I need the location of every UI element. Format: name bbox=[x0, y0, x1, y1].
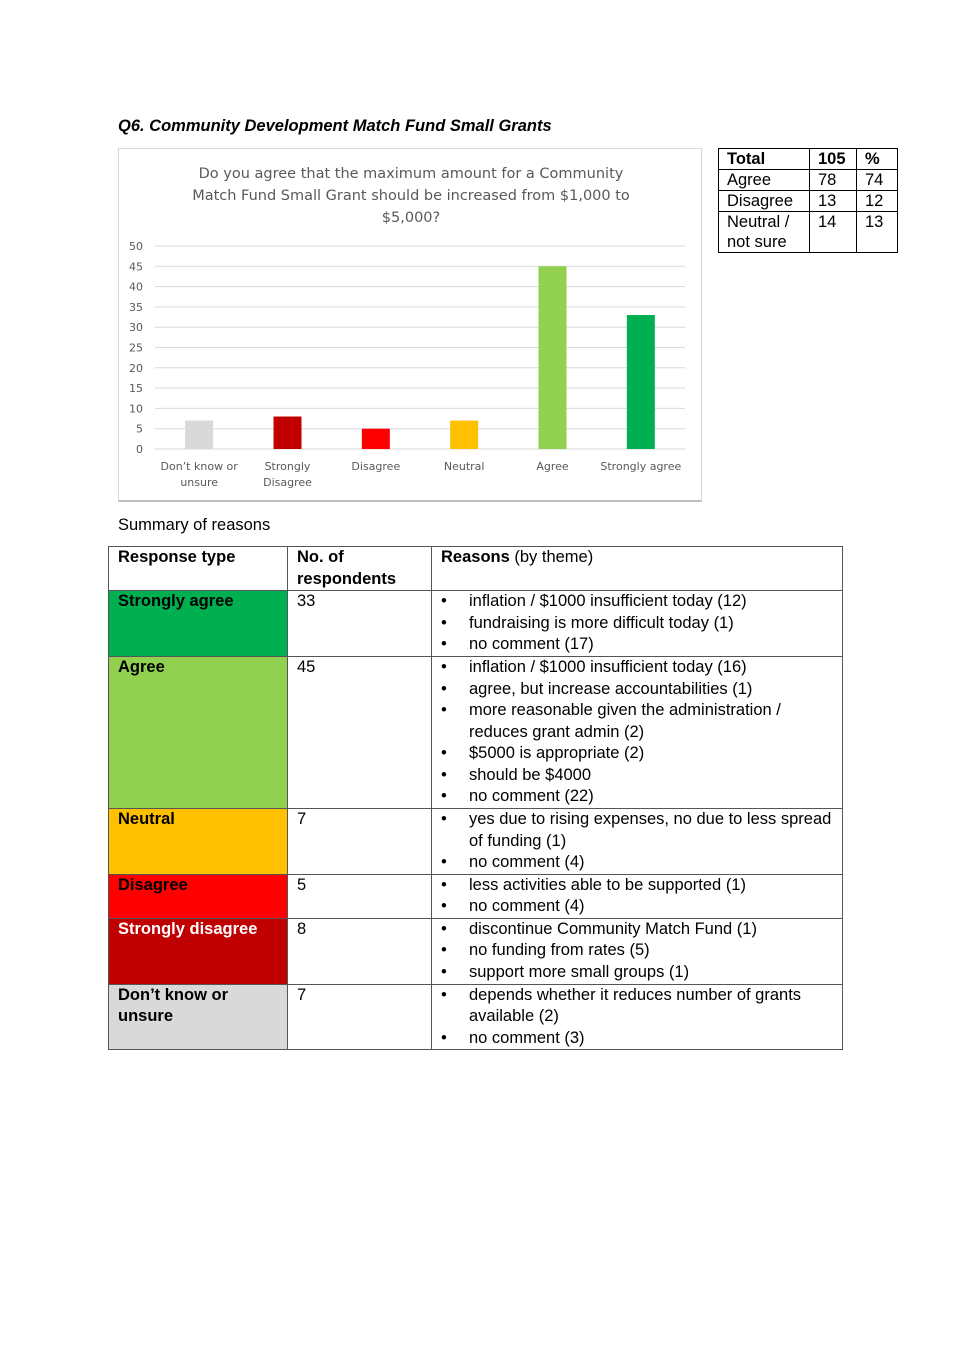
reason-item: • depends whether it reduces number of grants available (2) bbox=[441, 985, 833, 1028]
totals-header-count: 105 bbox=[810, 149, 857, 170]
bar bbox=[539, 266, 567, 449]
totals-row-percent: 13 bbox=[857, 212, 898, 253]
respondents-cell: 45 bbox=[288, 657, 432, 809]
chart-title-line: $5,000? bbox=[381, 210, 441, 226]
y-tick-label: 45 bbox=[129, 260, 143, 274]
reason-item: • no comment (22) bbox=[441, 786, 833, 808]
reasons-cell bbox=[432, 657, 843, 809]
reasons-body bbox=[109, 591, 843, 1050]
totals-row-label: Agree bbox=[719, 170, 810, 191]
table-row bbox=[109, 591, 843, 657]
reason-item: • fundraising is more difficult today (1) bbox=[441, 613, 833, 635]
x-tick-label: Disagree bbox=[351, 460, 401, 473]
reason-item: • discontinue Community Match Fund (1) bbox=[441, 919, 833, 941]
y-tick-label: 50 bbox=[129, 240, 143, 253]
respondents-cell: 33 bbox=[288, 591, 432, 657]
reason-item: • should be $4000 bbox=[441, 765, 833, 787]
reason-item: • no comment (4) bbox=[441, 896, 833, 918]
reasons-list bbox=[441, 809, 833, 874]
respondents-cell: 8 bbox=[288, 918, 432, 984]
totals-row-count: 13 bbox=[810, 191, 857, 212]
totals-row-count: 78 bbox=[810, 170, 857, 191]
x-tick-label: Strongly bbox=[264, 460, 311, 473]
reasons-list bbox=[441, 875, 833, 918]
reason-item: • no comment (3) bbox=[441, 1028, 833, 1050]
reason-item: • $5000 is appropriate (2) bbox=[441, 743, 833, 765]
totals-row bbox=[719, 212, 898, 253]
header-response-type: Response type bbox=[109, 547, 288, 591]
bar bbox=[274, 417, 302, 449]
totals-row-label: Disagree bbox=[719, 191, 810, 212]
bar-chart bbox=[118, 148, 702, 502]
table-row bbox=[109, 809, 843, 875]
totals-row-count: 14 bbox=[810, 212, 857, 253]
reasons-table bbox=[108, 546, 843, 1050]
totals-table bbox=[718, 148, 898, 253]
totals-header-label: Total bbox=[719, 149, 810, 170]
reason-item: • less activities able to be supported (1) bbox=[441, 875, 833, 897]
y-tick-label: 10 bbox=[129, 402, 143, 416]
y-tick-label: 15 bbox=[129, 382, 143, 396]
reason-item: • more reasonable given the administration / reduces grant admin (2) bbox=[441, 700, 833, 743]
chart-plot-area bbox=[119, 149, 703, 501]
x-tick-label: unsure bbox=[180, 476, 219, 489]
header-reasons bbox=[432, 547, 843, 591]
totals-row-label: Neutral / not sure bbox=[719, 212, 810, 253]
reasons-cell bbox=[432, 874, 843, 918]
x-tick-label: Agree bbox=[536, 460, 569, 473]
response-type-cell: Strongly disagree bbox=[109, 918, 288, 984]
reasons-cell bbox=[432, 918, 843, 984]
y-tick-label: 40 bbox=[129, 280, 143, 294]
page-heading: Q6. Community Development Match Fund Small Grants bbox=[118, 117, 552, 135]
y-tick-label: 35 bbox=[129, 300, 143, 314]
header-reasons-label: Reasons bbox=[441, 548, 510, 566]
reasons-list bbox=[441, 985, 833, 1050]
totals-header-row bbox=[719, 149, 898, 170]
y-tick-label: 30 bbox=[129, 321, 143, 335]
y-tick-label: 5 bbox=[136, 422, 143, 436]
bar bbox=[362, 429, 390, 449]
respondents-cell: 7 bbox=[288, 809, 432, 875]
totals-row-percent: 74 bbox=[857, 170, 898, 191]
reason-item: • inflation / $1000 insufficient today (12) bbox=[441, 591, 833, 613]
response-type-cell: Agree bbox=[109, 657, 288, 809]
response-type-cell: Disagree bbox=[109, 874, 288, 918]
x-tick-label: Strongly agree bbox=[600, 460, 682, 473]
reason-item: • yes due to rising expenses, no due to less spread of funding (1) bbox=[441, 809, 833, 852]
x-tick-label: Don’t know or bbox=[160, 460, 238, 473]
table-row bbox=[109, 984, 843, 1050]
x-tick-label: Disagree bbox=[263, 476, 312, 489]
reason-item: • no comment (4) bbox=[441, 852, 833, 874]
summary-label: Summary of reasons bbox=[118, 516, 271, 534]
chart-title-line: Match Fund Small Grant should be increased from $1,000 to bbox=[192, 188, 630, 204]
response-type-cell: Don’t know or unsure bbox=[109, 984, 288, 1050]
reason-item: • agree, but increase accountabilities (1) bbox=[441, 679, 833, 701]
table-row bbox=[109, 657, 843, 809]
reason-item: • inflation / $1000 insufficient today (16) bbox=[441, 657, 833, 679]
bar bbox=[185, 421, 213, 449]
response-type-cell: Strongly agree bbox=[109, 591, 288, 657]
y-tick-label: 25 bbox=[129, 341, 143, 355]
reason-item: • no funding from rates (5) bbox=[441, 940, 833, 962]
respondents-cell: 5 bbox=[288, 874, 432, 918]
header-reasons-suffix: (by theme) bbox=[509, 548, 594, 566]
x-tick-label: Neutral bbox=[443, 460, 485, 473]
reasons-list bbox=[441, 919, 833, 984]
totals-row-percent: 12 bbox=[857, 191, 898, 212]
bar bbox=[450, 421, 478, 449]
header-respondents: No. of respondents bbox=[288, 547, 432, 591]
table-row bbox=[109, 874, 843, 918]
reason-item: • no comment (17) bbox=[441, 634, 833, 656]
reasons-list bbox=[441, 591, 833, 656]
respondents-cell: 7 bbox=[288, 984, 432, 1050]
table-row bbox=[109, 918, 843, 984]
reasons-header-row bbox=[109, 547, 843, 591]
y-tick-label: 20 bbox=[129, 361, 143, 375]
reasons-cell bbox=[432, 984, 843, 1050]
chart-title-line: Do you agree that the maximum amount for a Community bbox=[198, 166, 624, 182]
y-tick-label: 0 bbox=[136, 443, 143, 456]
totals-row bbox=[719, 191, 898, 212]
reasons-cell bbox=[432, 809, 843, 875]
reason-item: • support more small groups (1) bbox=[441, 962, 833, 984]
totals-row bbox=[719, 170, 898, 191]
bar bbox=[627, 315, 655, 449]
totals-header-percent: % bbox=[857, 149, 898, 170]
reasons-list bbox=[441, 657, 833, 808]
reasons-cell bbox=[432, 591, 843, 657]
response-type-cell: Neutral bbox=[109, 809, 288, 875]
